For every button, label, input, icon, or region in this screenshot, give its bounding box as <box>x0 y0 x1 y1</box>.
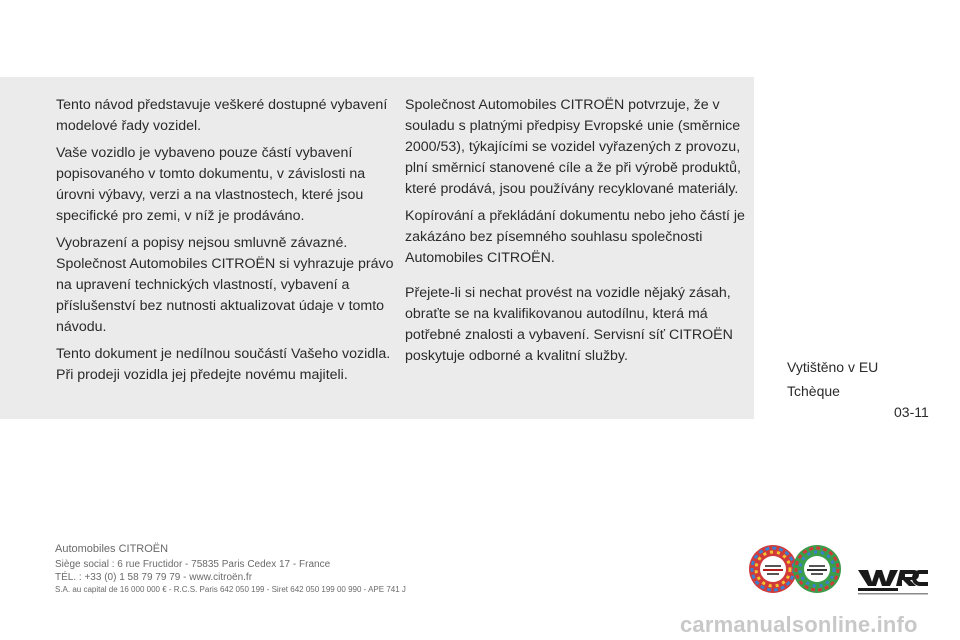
company-footer <box>55 543 406 596</box>
site-watermark: carmanualsonline.info <box>680 612 918 637</box>
left-text-column <box>56 95 396 392</box>
intro-paragraph: Tento návod představuje veškeré dostupné vybavení modelové řady vozidel. <box>56 97 388 134</box>
company-legal: S.A. au capital de 16 000 000 € - R.C.S. Paris 642 050 199 - Siret 642 050 199 00 990 - APE 741 J <box>55 585 406 594</box>
copyright-paragraph: Kopírování a překládání dokumentu nebo jeho částí je zakázáno bez písemného souhlasu společnosti Automobiles CITROËN. <box>405 208 745 266</box>
company-contact: TÉL. : +33 (0) 1 58 79 79 79 - www.citroën.fr <box>55 572 253 583</box>
drivers-champion-seal-icon <box>792 540 842 598</box>
language-label: Tchèque <box>787 383 840 399</box>
company-address: Siège social : 6 rue Fructidor - 75835 Paris Cedex 17 - France <box>55 559 331 570</box>
disclaimer-paragraph: Vyobrazení a popisy nejsou smluvně závazné. Společnost Automobiles CITROËN si vyhrazuje právo na upravení technických vlastností, vybavení a příslušenství bez nutnosti aktualizovat údaje v tomto návodu. <box>56 235 394 335</box>
wrc-logo-icon <box>856 568 930 596</box>
company-name: Automobiles CITROËN <box>55 543 169 555</box>
right-text-column <box>405 95 750 373</box>
manufacturers-champion-seal-icon <box>748 540 798 598</box>
printed-in-label: Vytištěno v EU <box>787 359 879 375</box>
recycling-paragraph: Společnost Automobiles CITROËN potvrzuje, že v souladu s platnými předpisy Evropské unie (směrnice 2000/53), týkajícími se vozidel vyřazených z provozu, plní směrnicí stanovené cíle a že při výrobě produktů, které prodává, jsou používány recyklované materiály. <box>405 97 741 197</box>
equipment-paragraph: Vaše vozidlo je vybaveno pouze částí vybavení popisovaného v tomto dokumentu, v závislosti na úrovni výbavy, verzi a na vlastnostech, které jsou specifické pro zemi, v níž je prodáváno. <box>56 145 366 224</box>
page-code: 03-11 <box>894 404 929 420</box>
ownership-paragraph: Tento dokument je nedílnou součástí Vašeho vozidla. Při prodeji vozidla jej předejte novému majiteli. <box>56 346 391 383</box>
service-paragraph: Přejete-li si nechat provést na vozidle nějaký zásah, obraťte se na kvalifikovanou autodílnu, která má potřebné znalosti a vybavení. Servisní síť CITROËN poskytuje odborné a kvalitní služby. <box>405 285 733 364</box>
